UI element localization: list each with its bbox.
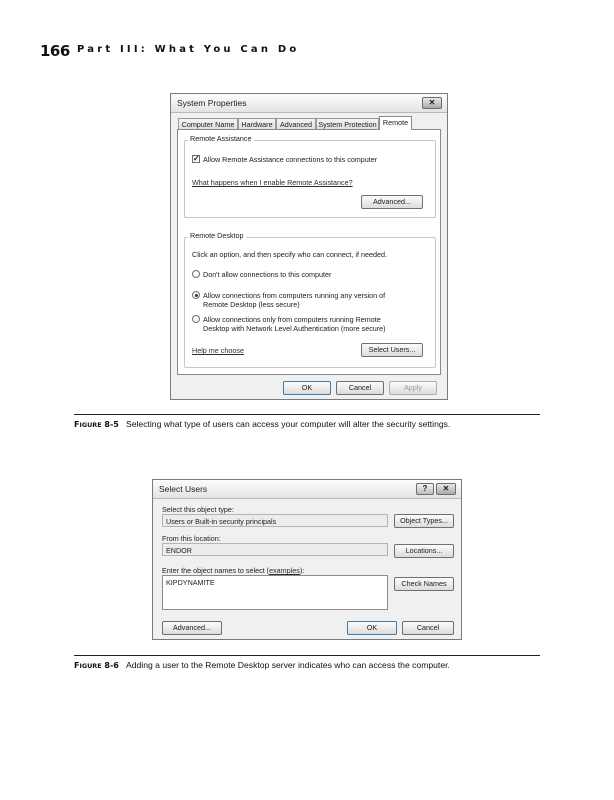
select-users-title: Select Users (159, 484, 208, 494)
figure-8-6-caption (74, 660, 450, 670)
select-users-dialog (152, 479, 462, 640)
tab-remote[interactable]: Remote (379, 116, 412, 130)
object-type-field: Users or Built-in security principals (162, 514, 388, 527)
close-icon[interactable]: ✕ (436, 483, 456, 495)
tab-hardware[interactable]: Hardware (238, 118, 276, 130)
object-names-input[interactable]: KIPDYNAMITE (162, 575, 388, 610)
system-properties-title: System Properties (177, 98, 247, 108)
object-types-button[interactable]: Object Types... (394, 514, 454, 528)
figure-8-6-label: FIGURE 8-6 (74, 661, 119, 670)
tab-system-protection[interactable]: System Protection (316, 118, 379, 130)
figure-8-6-rule (74, 655, 540, 656)
select-users-advanced-button[interactable]: Advanced... (162, 621, 222, 635)
radio-allow-any-version-label-2: Remote Desktop (less secure) (203, 300, 300, 309)
radio-allow-nla-only-label: Allow connections only from computers running Remote (203, 315, 381, 324)
remote-desktop-legend: Remote Desktop (190, 231, 244, 240)
figure-8-5-label: FIGURE 8-5 (74, 420, 119, 429)
remote-assistance-help-link[interactable]: What happens when I enable Remote Assistance? (192, 178, 353, 187)
select-users-ok-button[interactable]: OK (347, 621, 397, 635)
select-users-button[interactable]: Select Users... (361, 343, 423, 357)
remote-desktop-instructions: Click an option, and then specify who can connect, if needed. (192, 250, 387, 259)
remote-tab-panel (177, 129, 441, 375)
check-names-button[interactable]: Check Names (394, 577, 454, 591)
remote-assistance-legend: Remote Assistance (190, 134, 252, 143)
remote-assistance-advanced-button[interactable]: Advanced... (361, 195, 423, 209)
select-users-titlebar (153, 480, 461, 499)
figure-8-5-text: Selecting what type of users can access your computer will alter the security settings. (126, 419, 451, 429)
object-names-label: Enter the object names to select (examples): (162, 566, 305, 575)
apply-button: Apply (389, 381, 437, 395)
close-icon[interactable]: ✕ (422, 97, 442, 109)
location-label: From this location: (162, 534, 221, 543)
figure-8-5-rule (74, 414, 540, 415)
select-users-cancel-button[interactable]: Cancel (402, 621, 454, 635)
figure-8-6-text: Adding a user to the Remote Desktop server indicates who can access the computer. (126, 660, 450, 670)
figure-8-5-caption (74, 419, 450, 429)
radio-allow-any-version-label: Allow connections from computers running any version of (203, 291, 386, 300)
location-field: ENDOR (162, 543, 388, 556)
help-me-choose-link[interactable]: Help me choose (192, 346, 244, 355)
page-number: 166 (40, 42, 70, 60)
radio-allow-nla-only[interactable] (192, 315, 200, 323)
cancel-button[interactable]: Cancel (336, 381, 384, 395)
part-title: Part III: What You Can Do (77, 44, 300, 55)
locations-button[interactable]: Locations... (394, 544, 454, 558)
tab-computer-name[interactable]: Computer Name (178, 118, 238, 130)
radio-dont-allow[interactable] (192, 270, 200, 278)
system-properties-titlebar (171, 94, 447, 113)
radio-allow-nla-only-label-2: Desktop with Network Level Authentication (more secure) (203, 324, 386, 333)
allow-remote-assistance-label: Allow Remote Assistance connections to this computer (203, 155, 378, 164)
allow-remote-assistance-checkbox[interactable]: ✓ (193, 154, 200, 163)
examples-link[interactable]: examples (269, 566, 300, 575)
system-properties-dialog (170, 93, 448, 400)
radio-dont-allow-label: Don't allow connections to this computer (203, 270, 332, 279)
radio-allow-any-version[interactable] (192, 291, 200, 299)
object-type-label: Select this object type: (162, 505, 234, 514)
ok-button[interactable]: OK (283, 381, 331, 395)
help-icon[interactable]: ? (416, 483, 434, 495)
tab-advanced[interactable]: Advanced (276, 118, 316, 130)
